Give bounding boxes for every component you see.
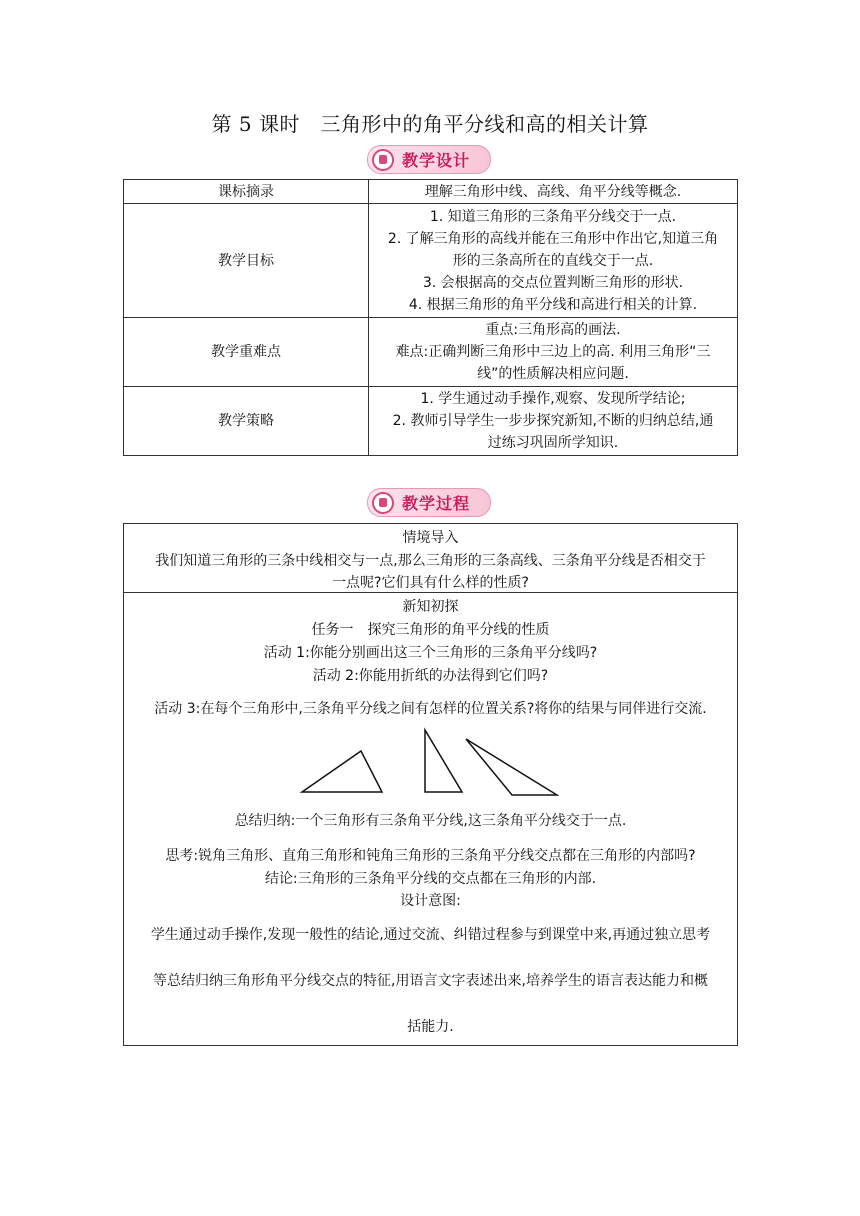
page-title: 第 5 课时 三角形中的角平分线和高的相关计算 [211,112,649,136]
activity-2: 活动 2:你能用折纸的办法得到它们吗? [312,668,549,684]
design-table [123,179,738,456]
triangles-figure [299,727,559,802]
intro-text: 一点呢?它们具有什么样的性质? [332,575,529,591]
row-content: 理解三角形中线、高线、角平分线等概念. [369,180,738,204]
obtuse-triangle [466,739,557,795]
badge-label: 教学设计 [402,151,471,170]
row-label: 教学目标 [124,204,369,318]
intent-text: 括能力. [407,1019,454,1035]
activity-1: 活动 1:你能分别画出这三个三角形的三条角平分线吗? [263,645,598,661]
think-text: 思考:锐角三角形、直角三角形和钝角三角形的三条角平分线交点都在三角形的内部吗? [165,848,696,864]
row-label: 教学重难点 [124,318,369,387]
row-content: 重点:三角形高的画法. 难点:正确判断三角形中三边上的高. 利用三角形“三 线”的性质解决相应问题. [369,318,738,387]
task-title: 任务一 探究三角形的角平分线的性质 [311,622,550,638]
intro-heading: 情境导入 [402,530,459,546]
row-label: 课标摘录 [124,180,369,204]
acute-triangle [302,751,382,792]
conclusion-text: 结论:三角形的三条角平分线的交点都在三角形的内部. [264,871,597,887]
intent-text: 学生通过动手操作,发现一般性的结论,通过交流、纠错过程参与到课堂中来,再通过独立思考 [150,927,711,943]
section-badge-design [367,145,491,174]
activity-3: 活动 3:在每个三角形中,三条角平分线之间有怎样的位置关系?将你的结果与同伴进行交流. [154,701,707,717]
row-content: 1. 学生通过动手操作,观察、发现所学结论; 2. 教师引导学生一步步探究新知,不断的归纳总结,通 过练习巩固所学知识. [369,387,738,456]
badge-icon [372,492,394,514]
intent-text: 等总结归纳三角形角平分线交点的特征,用语言文字表述出来,培养学生的语言表达能力和概 [153,973,708,989]
intro-text: 我们知道三角形的三条中线相交与一点,那么三角形的三条高线、三条角平分线是否相交于 [155,553,706,569]
row-label: 教学策略 [124,387,369,456]
intro-section [123,523,738,593]
summary-text: 总结归纳:一个三角形有三条角平分线,这三条角平分线交于一点. [234,813,627,829]
badge-icon [372,149,394,171]
explore-section [123,592,738,1046]
section-badge-process [367,488,491,517]
badge-label: 教学过程 [402,494,471,513]
explore-heading: 新知初探 [402,599,459,615]
design-intent-label: 设计意图: [400,893,461,909]
right-triangle [425,730,462,792]
row-content: 1. 知道三角形的三条角平分线交于一点. 2. 了解三角形的高线并能在三角形中作出它,知道三角 形的三条高所在的直线交于一点. 3. 会根据高的交点位置判断三角形的形状. 4. 根据三角形的角平分线和高进行相关的计算. [369,204,738,318]
